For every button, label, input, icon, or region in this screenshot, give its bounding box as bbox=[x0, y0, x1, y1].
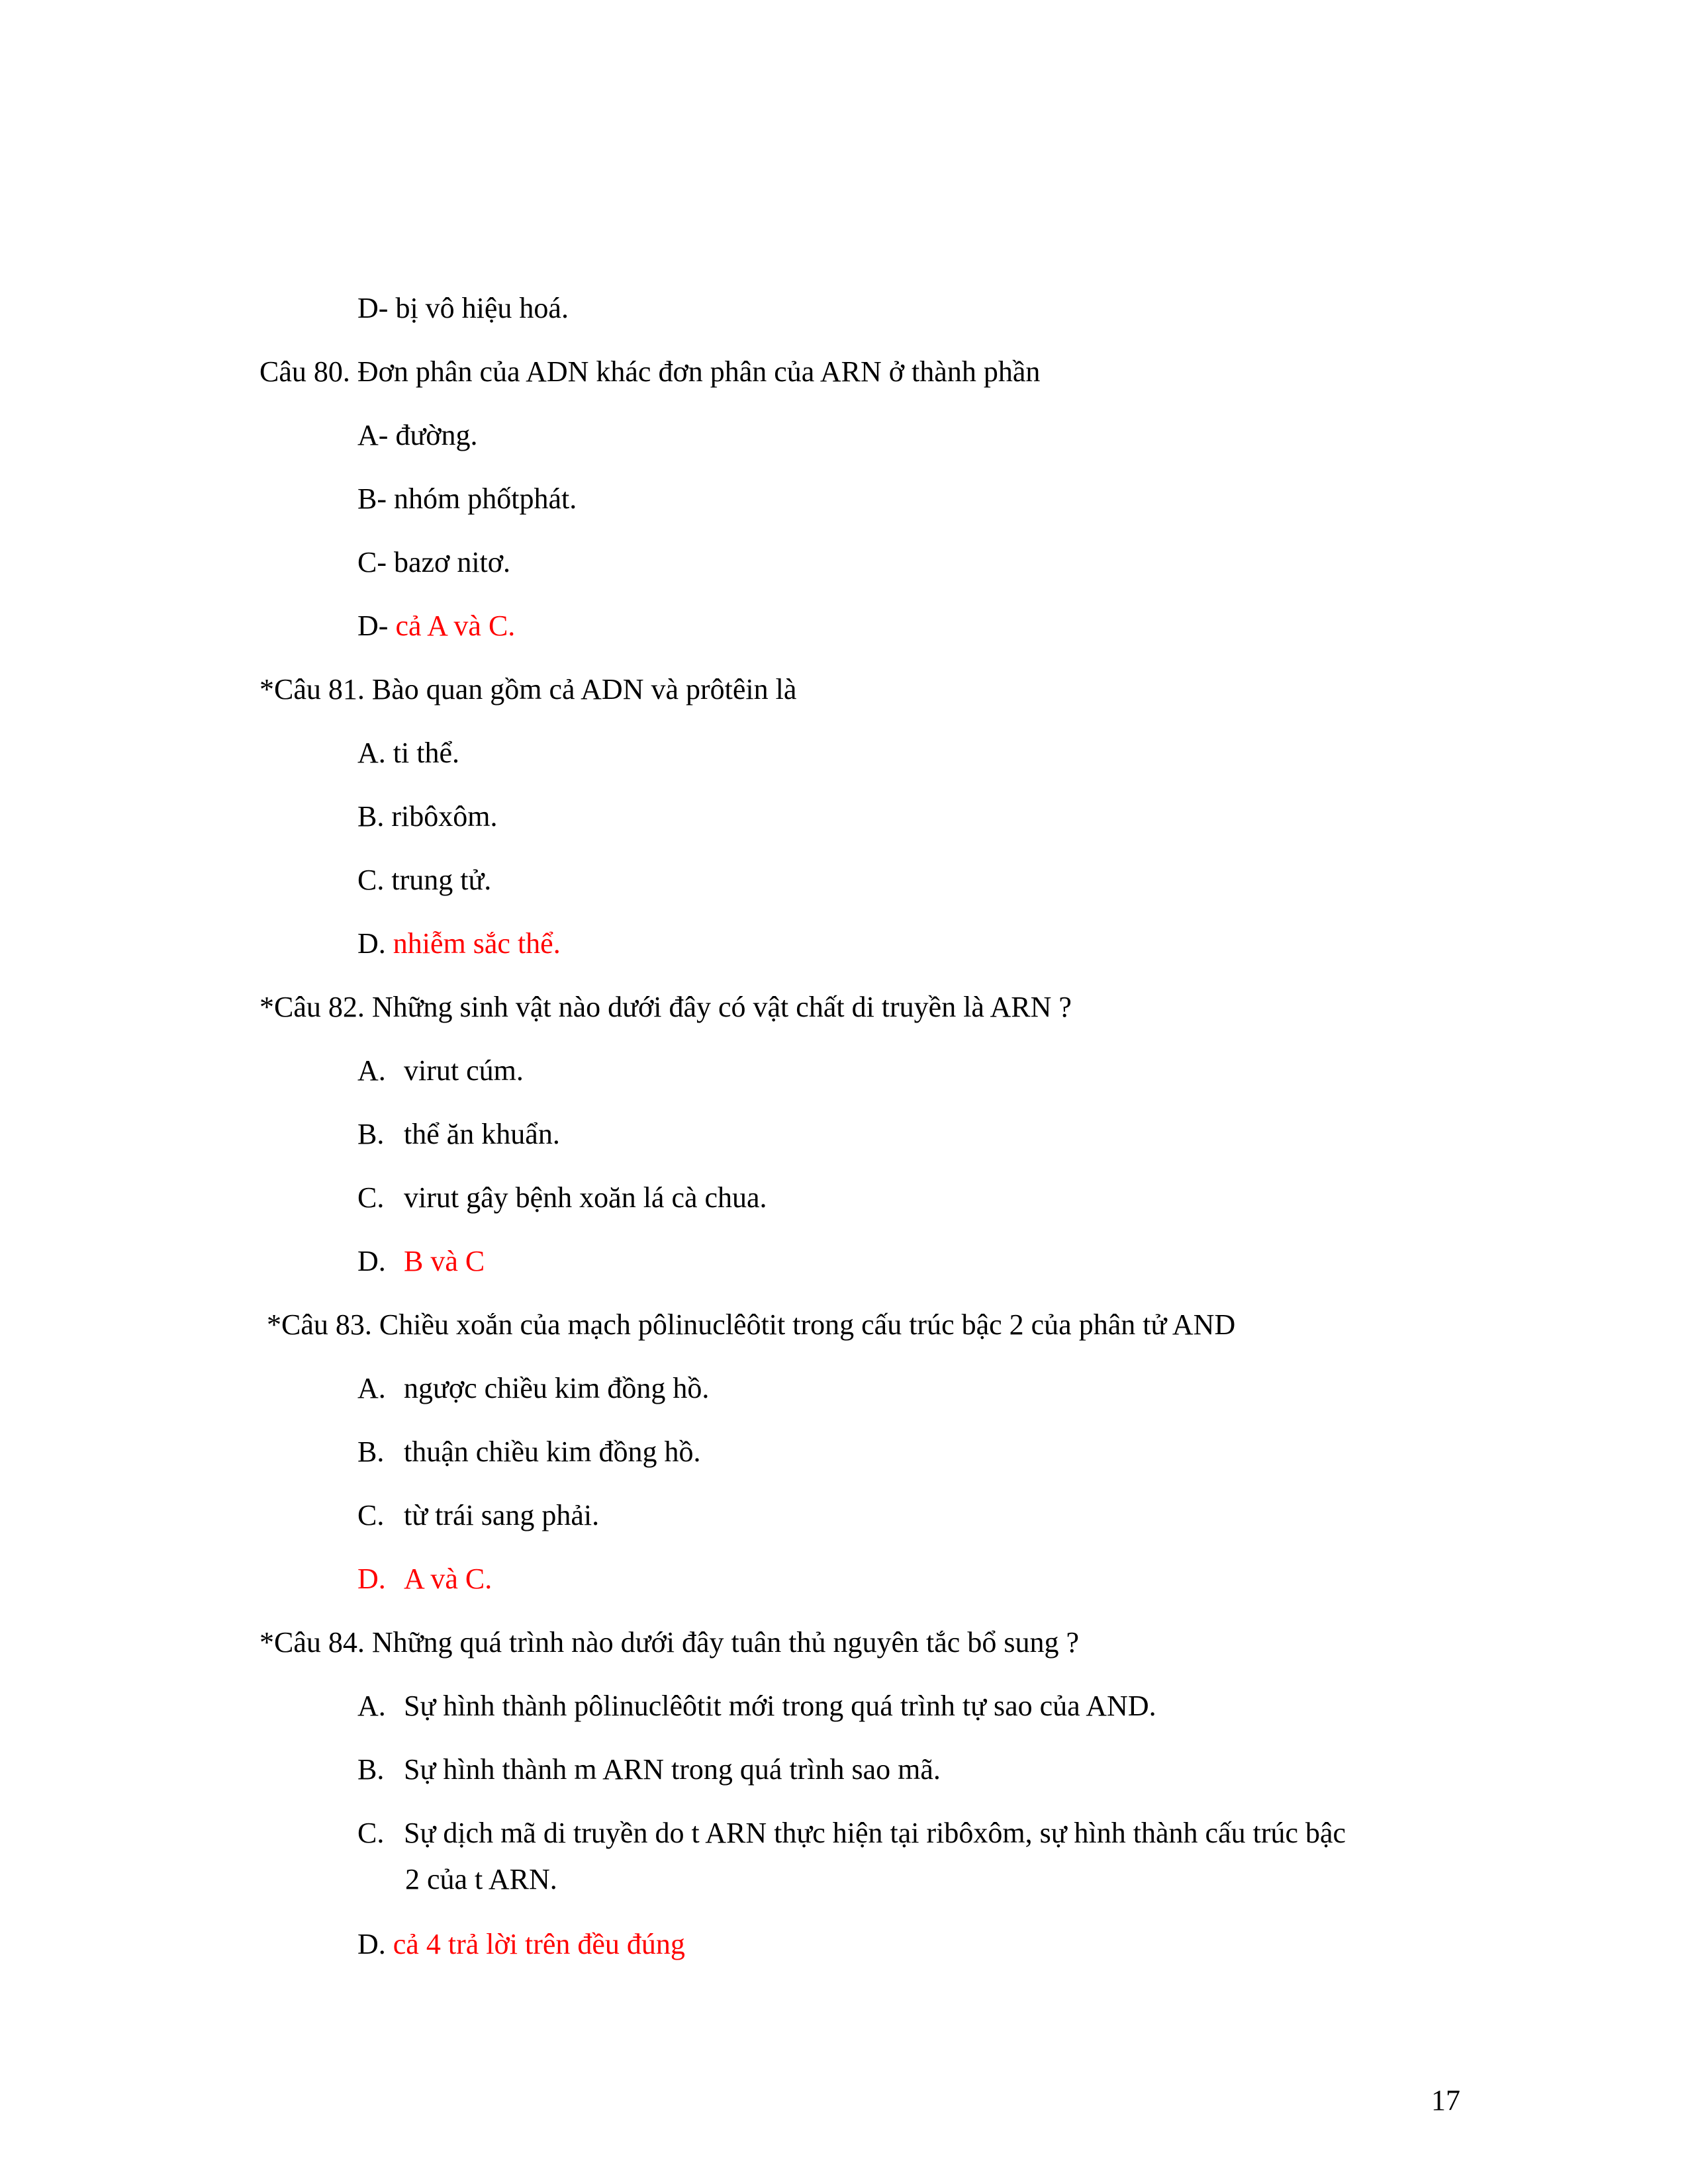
option-text: Sự hình thành pôlinuclêôtit mới trong quá trình tự sao của AND. bbox=[404, 1690, 1156, 1722]
option-text: thuận chiều kim đồng hồ. bbox=[404, 1435, 701, 1468]
option-text: Sự dịch mã di truyền do t ARN thực hiện tại ribôxôm, sự hình thành cấu trúc bậc bbox=[404, 1817, 1346, 1849]
q84-option-c bbox=[357, 1816, 1346, 1850]
q81-option-b bbox=[357, 799, 497, 834]
option-text: bazơ nitơ. bbox=[394, 546, 511, 578]
option-label: B. bbox=[357, 1118, 385, 1150]
option-label: C. bbox=[357, 1817, 385, 1849]
q84-option-c-continuation: 2 của t ARN. bbox=[405, 1863, 557, 1895]
option-label: B. bbox=[357, 1435, 385, 1468]
option-text: trung tử. bbox=[391, 864, 492, 896]
q79-option-d bbox=[357, 291, 569, 326]
option-label: C. bbox=[357, 864, 385, 896]
option-label: D. bbox=[357, 1563, 386, 1595]
option-label: B. bbox=[357, 800, 385, 833]
q80-option-b bbox=[357, 482, 577, 516]
q84-stem: *Câu 84. Những quá trình nào dưới đây tuân thủ nguyên tắc bổ sung ? bbox=[259, 1626, 1079, 1659]
option-label: A- bbox=[357, 419, 389, 451]
page-number: 17 bbox=[1431, 2084, 1460, 2116]
q84-option-d bbox=[357, 1927, 685, 1962]
option-text: từ trái sang phải. bbox=[404, 1499, 600, 1531]
answer-text: B và C bbox=[404, 1245, 485, 1277]
option-label: A. bbox=[357, 737, 386, 769]
option-label: C. bbox=[357, 1499, 385, 1531]
q80-option-d bbox=[357, 609, 515, 643]
q81-option-d bbox=[357, 927, 561, 961]
q82-option-d bbox=[357, 1244, 485, 1279]
option-text: thể ăn khuẩn. bbox=[404, 1118, 560, 1150]
option-text: Sự hình thành m ARN trong quá trình sao mã. bbox=[404, 1753, 941, 1786]
q83-stem: *Câu 83. Chiều xoắn của mạch pôlinuclêôtit trong cấu trúc bậc 2 của phân tử AND bbox=[259, 1308, 1236, 1341]
q80-option-a bbox=[357, 418, 478, 453]
option-label: D. bbox=[357, 927, 386, 960]
q80-option-c bbox=[357, 545, 510, 580]
q81-option-a bbox=[357, 736, 459, 770]
option-label: B. bbox=[357, 1753, 385, 1786]
option-text: bị vô hiệu hoá. bbox=[395, 292, 569, 324]
option-text: ti thể. bbox=[393, 737, 459, 769]
q82-option-a bbox=[357, 1054, 524, 1088]
option-label: A. bbox=[357, 1690, 386, 1722]
answer-text: A và C. bbox=[404, 1563, 492, 1595]
option-label: C. bbox=[357, 1181, 385, 1214]
q83-option-b bbox=[357, 1435, 701, 1469]
q82-stem: *Câu 82. Những sinh vật nào dưới đây có vật chất di truyền là ARN ? bbox=[259, 991, 1072, 1023]
option-text: ribôxôm. bbox=[391, 800, 498, 833]
q83-option-d bbox=[357, 1562, 492, 1596]
option-text: virut cúm. bbox=[404, 1054, 524, 1087]
option-label: D- bbox=[357, 292, 389, 324]
option-text: đường. bbox=[395, 419, 478, 451]
q81-stem: *Câu 81. Bào quan gồm cả ADN và prôtêin là bbox=[259, 673, 797, 705]
q83-option-a bbox=[357, 1371, 709, 1406]
option-label: A. bbox=[357, 1372, 386, 1404]
option-label: D. bbox=[357, 1245, 386, 1277]
answer-text: cả 4 trả lời trên đều đúng bbox=[393, 1928, 685, 1960]
q84-option-b bbox=[357, 1752, 941, 1787]
q82-option-c bbox=[357, 1181, 767, 1215]
q83-option-c bbox=[357, 1498, 599, 1533]
option-label: C- bbox=[357, 546, 387, 578]
option-label: B- bbox=[357, 482, 387, 515]
option-label: D- bbox=[357, 610, 389, 642]
answer-text: nhiễm sắc thể. bbox=[393, 927, 561, 960]
option-text: ngược chiều kim đồng hồ. bbox=[404, 1372, 710, 1404]
q84-option-a bbox=[357, 1689, 1156, 1723]
option-label: A. bbox=[357, 1054, 386, 1087]
answer-text: cả A và C. bbox=[395, 610, 516, 642]
option-text: nhóm phốtphát. bbox=[394, 482, 577, 515]
q82-option-b bbox=[357, 1117, 560, 1152]
q80-stem: Câu 80. Đơn phân của ADN khác đơn phân của ARN ở thành phần bbox=[259, 355, 1041, 388]
q81-option-c bbox=[357, 863, 491, 897]
option-label: D. bbox=[357, 1928, 386, 1960]
option-text: virut gây bệnh xoăn lá cà chua. bbox=[404, 1181, 767, 1214]
